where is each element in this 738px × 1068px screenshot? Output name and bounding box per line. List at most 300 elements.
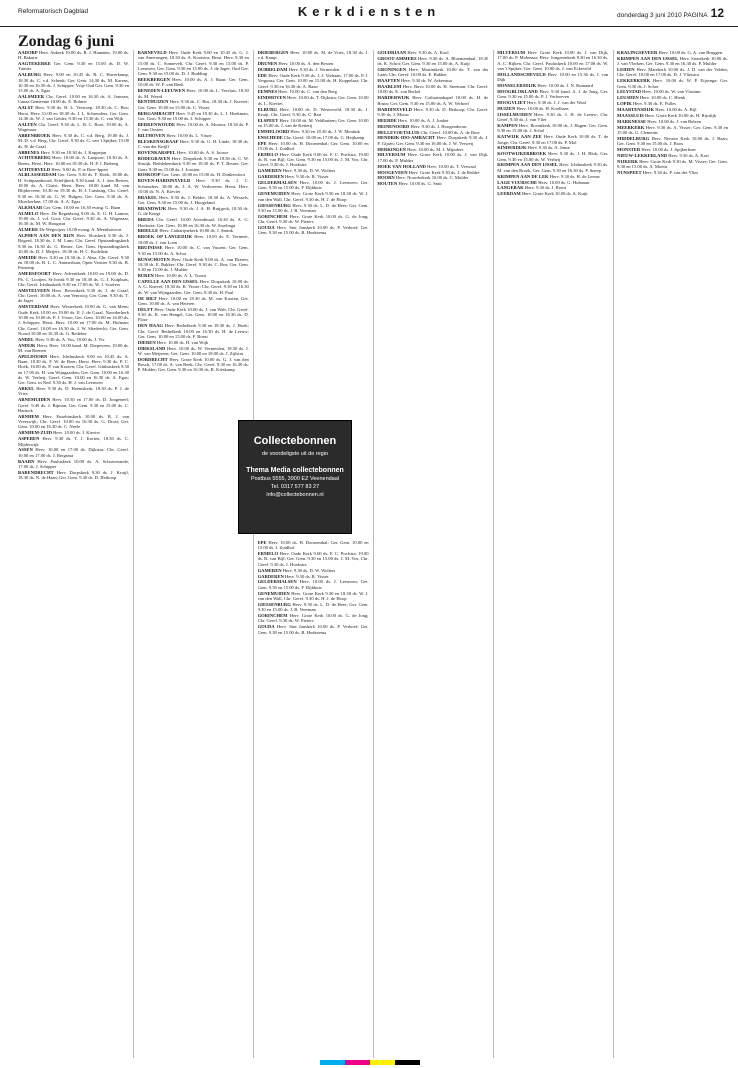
place-name: BOSKOOP [137,172,161,178]
service-listing [258,624,369,635]
place-name: BARENDRECHT [18,469,54,475]
registration-swatch [395,1060,420,1065]
column-4 [377,50,488,1058]
service-listing [258,591,369,602]
place-name: BARNEVELD [137,50,167,55]
service-listing [18,354,129,386]
service-times: Herv. 9.30 ds. D. Heikoop; Chr. Geref. 9.30 ds. J. Mouw [377,106,489,117]
place-name: GARDEREN [257,174,284,180]
service-times: Herv. Bovenkerk 9.30 ds. J. de Graaf, Chr. Geref. 10.00 ds. A. van Venrooij; Ger. Gem. 9.30 ds. T. de Jager [18,287,129,304]
service-times: Herv. 10.00 ds. T. Verwaal [427,163,476,169]
ad-brand: Collectebonnen [253,435,337,447]
service-times: Herv. 10.00 ds. W. van Vlastuin [642,89,701,95]
service-times: Herv. 10.30 en 17.00 ds. D. Jongeneel; Geref. 9.40 ds. J. Bijman; Ger. Gem. 9.30 en 15.00 ds. C. Harinck [18,397,129,413]
service-listing [377,50,488,55]
service-listing [377,170,488,175]
place-name: DIEREN [137,339,156,345]
service-listing [138,111,249,122]
service-times: Herv. 10.00 en 17.00 ds. Dijkstra; Chr. Geref. 10.00 en 17.00 ds. J. Bergsma [18,447,129,458]
place-name: AMERSFOORT [18,271,51,277]
service-listing [258,73,369,89]
service-times: Herv. 9.30 ds. H. L. Verstoep, 18.30 ds. C. Bos; Herst. Herv. 11.00 en 18.30 ds. J. L. Schreuders; Ger. Gem. 14.30 ds. W. J. van Gelder, 9.30 en 15.30 ds. C. van Wijk [18,105,129,121]
service-listing [377,78,488,83]
service-listing [138,340,249,345]
place-name: ABBENES [18,149,40,155]
date-label: donderdag 3 juni 2010 PAGINA [617,12,708,19]
place-name: NIEUW-LEKKERLAND [617,153,668,159]
service-times: Herv. Nieuwe Kerk 10.00 ds. J. Baan; Ger. Gem. 9.30 en 15.00 ds. J. Roos [617,135,728,147]
service-listing [18,133,129,149]
place-name: GIESSENBURG [257,601,291,607]
service-times: Herv. 9.30 ds. G. H. Linde, 18.30 ds. C. van der Knijff [137,138,249,150]
service-listing [18,271,129,287]
service-times: Ger. Gem. 10.00 en 15.00 ds. H. Donkersloot [161,172,245,178]
place-name: GARDEREN [257,573,284,579]
service-listing [18,386,129,397]
service-times: Herv. 10.00 ds. A. Bijl [655,107,697,113]
service-listing [258,579,369,590]
place-name: ENSCHEDE [257,134,283,140]
service-times: Herv. 10.00 ds. D. Westerveld, 18.30 ds. J. Kruijt, Chr. Geref. 9.30 ds. C. Bart [257,106,369,117]
service-times: Herv. 9.30 ds. J. C. Schreuders, 18.00 ds. J. A. W. Verhoeven; Herst. Herv. 10.00 ds. N. A. Kieviet [137,178,249,194]
service-times: Herv. 9.30 ds. D. W. Wolters [282,168,336,174]
place-name: IJSSELMUIDEN [497,111,532,117]
service-listing [258,67,369,72]
service-times: Herv. Dorpskerk 9.30 ds. J. P. Gijsen; Ger. Gem. 9.30 en 16.00 ds. J. W. Verweij [377,135,489,146]
service-times: Herv. 10.00 ds. G. Smit [398,181,442,187]
service-times: Herv. 10.00 ds. C. van Vuuren, Ger. Gem. 9.30 en 15.00 ds. A. Schot [137,245,249,256]
registration-swatch [345,1060,370,1065]
service-times: Herv. Martinikerk 10.00 ds. T. van der Laan; Chr. Geref. 10.00 ds. E. Bakker [377,67,489,78]
service-listing [258,135,369,140]
service-times: Herv. 10.00 ds. L. Versluis, 18.30 ds. M. Weerd [137,88,249,99]
place-name: ALKMAAR [18,204,43,210]
service-times: Chr. Geref. 10.00 en 17.00 ds. G. Heijkamp [284,134,365,140]
service-times: Herv. Grote Kerk 10.00 ds. J. van Dijk, 17.00 ds. P. Mulder [377,152,489,163]
place-name: KRIMPEN AAN DE LEK [497,173,549,179]
service-listing [258,568,369,573]
service-listing [258,174,369,179]
service-times: Herv. 9.30 ds. J. A. H. Ruijgrok, 18.30 ds. G. de Knegt [137,206,249,217]
service-times: Chr. Geref. 10.00 ds. A. de Boer [420,129,480,135]
service-listing [497,145,608,150]
service-listing [497,83,608,88]
service-listing [258,61,369,66]
service-times: Herv. Grote Kerk 10.00 ds. G. de Jong; Chr. Geref. 9.30 ds. W. Pieters [257,613,369,624]
service-listing [18,50,129,61]
place-name: HONSELERSDIJK [497,82,537,88]
place-name: ARNEMUIDEN [18,397,51,403]
service-listing [258,50,369,61]
service-times: Ger. Gem. 9.30 en 15.00 ds. D. W. Tuinier [18,61,129,72]
service-times: Herv. Grote Kerk 9.30 en 18.30 ds. W. J. van den Wall, Chr. Geref. 9.30 ds. H. J. de Hoop [257,590,369,601]
place-name: BRAKEL [137,194,158,200]
service-times: Herv. Oude Kerk 9.30 ds. J. J. Verbaan, 17.00 ds. P. J. Vergunst; Ger. Gem. 10.00 en 15.00 ds. H. Koppelaar; Chr. Geref. 9.30 en 16.30 ds. A. Baan [257,72,369,89]
service-listing [138,234,249,245]
service-listing [497,174,608,179]
place-name: HOLLANDSCHEVELD [497,71,546,77]
service-listing [18,397,129,413]
ad-address: Postbus 5555, 3900 EZ Veenendaal [250,476,340,482]
service-listing [377,152,488,163]
service-times: Herv. Adventkerk 10.00 en 19.00 ds. D. Ph. C. Looijen, St-Jorisk 9.30 en 18.30 ds. G. J. Kuiphuis, Chr. Geref. Ichthuskerk 9.30 en 17.00 ds. W. J. Scotters [18,271,129,287]
service-listing [497,123,608,134]
place-name: CAPELLE AAN DEN IJSSEL [137,279,199,285]
place-name: ASSEN [18,447,33,453]
service-times: Herv. Grote Kerk 10.00 ds. G. de Jong; Chr. Geref. 9.30 ds. W. Pieters [257,213,369,224]
column-rule [373,50,374,1058]
service-times: Herv. Oude Kerk 10.00 ds. J. van Walt, Chr. Geref. 9.30 ds. K. van Hengel, Ger. Gem. 10.00 en 16.30 ds. D. Floor [137,306,249,323]
service-times: Herv. Westerkerk 10.00 ds. G. van Mens; Oude Kerk 10.00 en 19.00 ds. P. J. de Graaf, Noorderkerk 10.00 en 19.00 ds. P. J. Visser, Ger. Gem. 10.00 en 16.00 ds. J. Schipper; Herst. Herv. 10.00 en 17.00 ds. M. Hofman; Chr. Geref. 10.00 en 16.30 ds. J. W. Sliedrecht; Ger. Gem. Noord 10.00 en 16.30 ds. G. Redeker [18,304,129,336]
service-listing [377,147,488,152]
service-listing [138,99,249,110]
place-name: GELDERMALSEN [257,579,297,585]
place-name: DELFT [137,306,154,312]
listing-columns [18,50,728,1060]
service-times: Herv. De Regenboog 9.00 ds. E. G. H. Lamon, 19.00 ds. J. v.d. Goot; Chr. Geref. 9.30 ds. A. Wagenaar, 16.30 ds. M. W. Hoogstra [18,210,129,227]
service-times: Herv. 9.30 ds. J. Belder, 18.30 ds. A. Wessels, Ger. Gem. 9.30 en 15.00 ds. J. Hoogeland [137,194,249,206]
place-name: HEINENOORD [377,123,410,129]
place-name: DRIEBERGEN [257,50,289,55]
column-2 [138,50,249,1058]
service-times: Herv. 9.30 ds. J. Hoogendoorn [410,123,467,129]
page-title: Zondag 6 juni [18,33,115,50]
service-listing [138,279,249,295]
place-name: BRUINISSE [137,245,163,251]
place-name: GAMEREN [257,567,282,573]
place-name: BAARN [18,458,35,464]
place-name: GOUDA [257,224,275,230]
service-listing [138,150,249,155]
place-name: ACHTERBERG [18,155,51,161]
service-times: Herv. Grote Kerk 9.30 ds. M. Visser; Ger. Gem. 9.30 en 15.00 ds. A. Moens [617,158,728,170]
service-listing [377,181,488,186]
service-listing [138,88,249,99]
service-times: Herv. Sionskerk 10.00 ds. J. van Vlerken, Ger. Gem. 9.30 en 16.30 ds. P. Mulder [617,55,728,67]
service-times: Herv. Oude Kerk 9.00 en 10.45 ds. G. J. van Amerongen, 18.30 ds. A. Kooistra; Herst. Herv. 9.30 en 15.00 ds. C. Sonnevelt, Chr. Geref. 9.30 en 15.00 ds. P. Leeuwen, Ger. Gem. 9.30 en 15.00 ds. J. de Jager, Oud Ger. Gem. 9.30 en 15.00 ds. D. J. Budding [137,50,249,77]
column-6 [617,50,728,1058]
place-name: KATWIJK AAN ZEE [497,134,542,140]
place-name: NUNSPEET [617,170,642,176]
service-listing [138,178,249,194]
service-times: Herv. Oude Kerk 10.00 ds. T. de Jonge; Chr. Geref. 9.30 en 17.00 ds. P. Mol [497,134,609,145]
service-times: Herv. 10.00 ds. W. P. Eijsenga; Ger. Gem. 9.30 ds. J. Schot [617,78,728,89]
service-listing [497,100,608,105]
service-listing [497,112,608,123]
service-listing [258,129,369,134]
place-name: HAARLEM [377,84,402,90]
place-name: AMSTERDAM [18,304,49,310]
service-times: Herv. 9.30 ds. J. Vermeulen [288,67,340,73]
place-name: AADORP [18,50,38,55]
place-name: ALBLASSERDAM [18,172,57,178]
service-times: Herv. 9.30 ds. R. Visser [285,174,329,180]
service-times: Herv. Marekerk 10.00 ds. J. D. van der Velden, Chr. Geref. 10.00 en 17.00 ds. D. J. Vlietstra [617,67,728,78]
service-times: Herv. 10.00 ds. J. Leeuwen; Ger. Gem. 9.30 en 15.00 ds. F. Dijkhuis [257,180,369,191]
service-listing [18,414,129,430]
service-listing [617,147,728,152]
service-listing [617,67,728,78]
service-times: Herv. 10.00 ds. A. L. Troost [155,273,207,279]
column-rule [613,50,614,1058]
service-times: Herv. Catharinakapel 10.00 ds. H. de Bruin; Ger. Gem. 9.30 en 15.00 ds. A. W. Verhoef [377,95,489,106]
place-name: EMMELOORD [257,128,290,134]
place-name: NIJKERK [617,158,638,164]
place-name: KRIMPEN AAN DEN IJSSEL [497,162,558,168]
place-name: AAGTEKERKE [18,61,51,67]
service-times: Herv. 9.30 ds. C. v.d. Berg, 19.00 ds. J. M. D. v.d. Berg, Chr. Geref. 9.30 ds. G. van 't Spijker, 15.00 ds. H. de Graaf [18,133,129,149]
service-listing [138,273,249,278]
service-listing [377,84,488,95]
service-listing [617,56,728,67]
place-name: ALMELO [18,210,39,216]
place-name: KOOTWIJKERBROEK [497,151,547,157]
place-name: ELBURG [257,106,277,112]
service-listing [617,78,728,89]
place-name: GENEMUIDEN [257,191,290,197]
service-times: Herv. Eusebiuskerk 10.00 ds. B. J. van Vreeswijk; Chr. Geref. 10.00 en 16.30 ds. G. Drost; Ger. Gem. 10.00 en 16.30 ds. C. Neele [18,413,129,430]
service-times: Herv. Dorpskerk 9.30 en 18.30 ds. C. W. Struijk, Bethlehemkerk 9.30 en 18.30 ds. P. T. Reuter, Ger. Gem. 9.30 en 15.00 ds. J. Joosten [137,155,249,172]
page-number: 12 [710,6,724,20]
place-name: BUNSCHOTEN [137,256,170,262]
service-times: Herv. 9.30 ds. J. Roest [524,185,567,191]
place-name: GRONINGEN [377,67,407,73]
place-name: BEEKBERGEN [137,77,170,83]
service-listing [18,211,129,227]
place-name: ASPEREN [18,436,40,442]
service-listing [258,574,369,579]
place-name: DIRKSLAND [137,345,166,351]
place-name: HOEK VAN HOLLAND [377,163,426,169]
service-times: Herv. 9.30 ds. C. Bos, 18.30 ds. J. Kieviet; Ger. Gem. 10.00 en 15.00 ds. C. Visser [137,99,249,110]
service-listing [138,139,249,150]
place-name: MAARTENSDIJK [617,107,655,113]
service-times: Herv. 9.30 kand. A. J. de Jong, Ger. Gem. 9.30 en 15.00 ds. P. J. Verhoeven [497,88,609,100]
place-name: LEKKERKERK [617,78,651,84]
place-name: BILTHOVEN [137,133,166,139]
service-listing [18,150,129,155]
service-times: Herv. 9.30 ds. A. Bloemendaal, 18.30 ds. K. Schot; Ger. Gem. 9.30 en 15.00 ds. A. Kuijt [377,55,489,67]
service-times: Herv. 10.00 ds. C. Blenk [639,95,686,101]
place-name: BODEGRAVEN [137,155,171,161]
service-listing [258,191,369,202]
service-times: Herv. Noorderkerk 10.00 ds. C. Mulder [395,175,469,181]
service-times: Herv. 9.30 ds. P. van der Vlies [642,170,699,176]
place-name: AALSMEER [18,94,45,100]
place-name: HEERDE [377,117,397,123]
service-listing [138,122,249,133]
service-times: Herv. 9.30 ds. A. Janse [527,145,570,151]
service-times: Herv. 9.30 ds. J. J. van der Waal [526,100,586,106]
service-listing [258,540,369,551]
place-name: HILVERSUM [377,152,406,158]
service-listing [138,245,249,256]
column-rule [133,50,134,1058]
place-name: BENTHUIZEN [137,99,169,105]
service-listing [258,225,369,236]
collectebonnen-ad[interactable] [238,420,352,534]
service-listing [617,153,728,158]
place-name: HILVERSUM [497,50,526,55]
place-name: EPE [257,540,267,545]
service-listing [497,72,608,83]
place-name: LEIDEN [617,67,635,73]
service-listing [258,214,369,225]
service-listing [138,206,249,217]
place-name: DUBBELDAM [257,67,288,73]
place-name: HARDERWIJK [377,95,410,101]
service-times: Herv. 9.30 ds. H. de Leeuw [549,173,601,179]
service-listing [138,217,249,228]
place-name: BERKENWOUDE [137,121,176,127]
service-listing [18,233,129,254]
service-times: Herv. Oude Kerk 9.00 ds. A. van Ekeren, 18.30 ds. E. Bakker; Chr. Geref. 9.30 ds. C. Bos; Ger. Gem. 9.30 en 15.00 ds. J. Mulder [137,256,249,273]
service-times: Herv. Sint Janskerk 10.00 ds. P. Verhoef; Ger. Gem. 9.30 en 15.00 ds. R. Hoeksema [257,624,369,635]
service-listing [18,459,129,470]
place-name: ALPHEN AAN DEN RIJN [18,233,75,239]
place-name: MONSTER [617,147,641,153]
place-name: LEERDAM [497,191,521,197]
service-listing [497,50,608,71]
place-name: HAAFTEN [377,78,400,84]
service-times: Herv. Ankerk 10.00 ds. R. J. Hanenen, 19.00 ds. H. Bakuist [18,50,129,61]
service-times: Herv. 9.30 ds. L. D. de Heer; Ger. Gem. 9.30 en 15.00 ds. J. B. Veerman [257,202,369,213]
service-times: Herv. 10.00 ds. J. Spijkerboer [641,147,696,153]
service-listing [497,106,608,111]
service-listing [138,77,249,88]
service-listing [18,304,129,336]
service-times: Herv. 10.00 ds. H. Doornenbal; Ger. Gem. 10.00 en 15.00 ds. J. Zuidhof [257,540,369,551]
service-times: Herv. 10.00 ds. M. Veldhuizen; Ger. Gem. 10.00 en 15.00 ds. J. van de Ketterij [257,117,369,129]
place-name: MAASSLUIS [617,113,644,119]
service-listing [617,170,728,175]
service-listing [497,134,608,145]
service-listing [18,94,129,105]
service-listing [258,152,369,168]
service-listing [18,227,129,232]
page-header [0,0,738,27]
service-times: Herv. 10.00 ds. H. Koolhaas [516,105,569,111]
ad-phone: Tel. 0317 577 83 27 [270,484,320,490]
service-times: Herv. Grote Kerk 10.00 ds. H. Rijsdijk [644,113,717,119]
service-times: Herv. Oude Kerk 9.00 ds. F. C. Poelstra, 19.00 ds. R. van Bijl; Ger. Gem. 9.30 en 15.00 ds. J. M. Vos; Chr. Geref. 9.30 ds. J. Hoekstra [257,151,369,168]
ad-email[interactable]: info@collectebonnen.nl [266,492,324,498]
service-times: Herv. 9.30 ds. L. D. de Heer; Ger. Gem. 9.30 en 15.00 ds. J. B. Veerman [257,601,369,613]
service-listing [18,205,129,210]
service-times: Herst. Herv. 10.00 kand. M. Diepeveen, 19.00 ds. M. van Reenen [18,342,129,353]
service-times: Herv. 10.00 ds. A. S. Joosse [177,150,229,156]
service-listing [18,447,129,458]
service-listing [18,430,129,435]
ad-tagline: de voordeligste uit de regio [261,451,329,457]
service-times: Ger. Gem. 10.00 en 16.30 evang. G. Baan [43,204,121,210]
service-listing [258,89,369,94]
service-times: Herv. 9.30 en 18.30 ds. J. W. Mentink [290,128,360,134]
service-listing [138,323,249,339]
service-times: De Wegwijzer 10.00 evang. A. Meenhuvoort [39,227,122,233]
service-listing [138,156,249,172]
service-listing [258,118,369,129]
service-times: Herv. Dorpskerk 10.00 ds. A. G. Knevel, 18.30 ds. K. Visser; Chr. Geref. 9.30 en 16.30 ds. W. van Wijngaarden, Ger. Gem. 9.30 ds. H. Paul [137,279,249,295]
service-listing [497,151,608,162]
place-name: DRUNEN [257,61,278,67]
ad-headline: Thema Media collectebonnen [246,467,344,474]
service-times: Herv. 9.00 ds. P. te Boer-Ippen [51,166,108,172]
place-name: HARDINXVELD [377,106,413,112]
service-times: Herv. 10.00 ds. A. den Besten [278,61,334,67]
service-listing [138,133,249,138]
service-times: Herv. 9.30 ds. J. H. de Leeuw; Chr. Geref. 9.30 ds. J. van Vliet [497,111,609,123]
place-name: DEN HAAG [137,323,163,329]
place-name: HENDRIK-IDO-AMBACHT [377,135,436,141]
service-times: Herv. 10.00 ds. M. J. Mijnders [407,146,464,152]
service-listing [18,61,129,72]
registration-swatch [320,1060,345,1065]
place-name: KINDERDIJK [497,145,527,151]
service-times: Herv. 9.30 ds. W. Arkersma [401,78,452,84]
service-listing [617,50,728,55]
service-listing [617,101,728,106]
service-listing [18,337,129,342]
service-listing [258,613,369,624]
service-listing [258,107,369,118]
service-times: Herv. 9.45 en 18.30 ds. L. J. Hoekman, Ger. Gem. 9.30 en 15.00 ds. J. Schipper [137,110,249,121]
place-name: KRALINGSEVEER [617,50,658,55]
service-listing [377,175,488,180]
service-listing [617,107,728,112]
place-name: LANGERAK [497,185,524,191]
column-3-continued [258,540,369,1058]
service-listing [18,167,129,172]
service-listing [258,141,369,152]
place-name: LEUSDEN [617,95,639,101]
place-name: BLESKENSGRAAF [137,138,179,144]
service-times: Herv. 9.30 ds. T. J. Korten, 18.30 ds. C. Mijderwijk [18,436,129,447]
service-times: Herv. Ichthuskerk 9.30 ds. M. van den Broek, Ger. Gem. 9.30 en 16.30 ds. P. Sneep [497,162,609,173]
service-listing [497,191,608,196]
service-listing [258,180,369,191]
service-listing [18,343,129,354]
place-name: MARKNESSE [617,118,647,124]
service-listing [497,162,608,173]
service-listing [258,602,369,613]
place-name: BOVEN-HARDINXVELD [137,178,191,184]
service-listing [497,89,608,100]
page-date [617,6,724,20]
service-listing [258,168,369,173]
section-title: Kerkdiensten [297,4,441,19]
service-listing [18,288,129,304]
service-times: Herv. 9.30 ds. A. Visser; Ger. Gem. 9.30 en 15.00 ds. G. Clements [617,124,728,136]
place-name: DORDRECHT [137,356,168,362]
service-times: Herv. 9.30 ds. A. Vos, 18.00 ds. J. Vis [35,336,105,342]
service-times: Herv. 10.00 ds. J. N. Ruinaard [537,82,593,88]
place-name: GORINCHEM [257,613,288,619]
place-name: HOUTEN [377,181,398,187]
place-name: ELSPEET [257,117,279,123]
place-name: BERGAMBACHT [137,110,175,116]
service-listing [617,119,728,124]
place-name: BRANDWIJK [137,206,167,212]
place-name: APELDOORN [18,353,48,359]
place-name: ABBENBROEK [18,133,51,139]
service-times: Herv. 10.00 ds. A. J. Jonker [397,117,449,123]
service-times: Herv. 10.00 en 15.30 ds. J. van Dijk [497,71,609,83]
service-listing [617,159,728,170]
service-times: Herv. 10.00 ds. G. A. van Bruggen [658,50,723,55]
service-times: Herv. 9.30 ds. E. Pulles [632,101,677,107]
place-name: EEMNES [257,89,277,95]
